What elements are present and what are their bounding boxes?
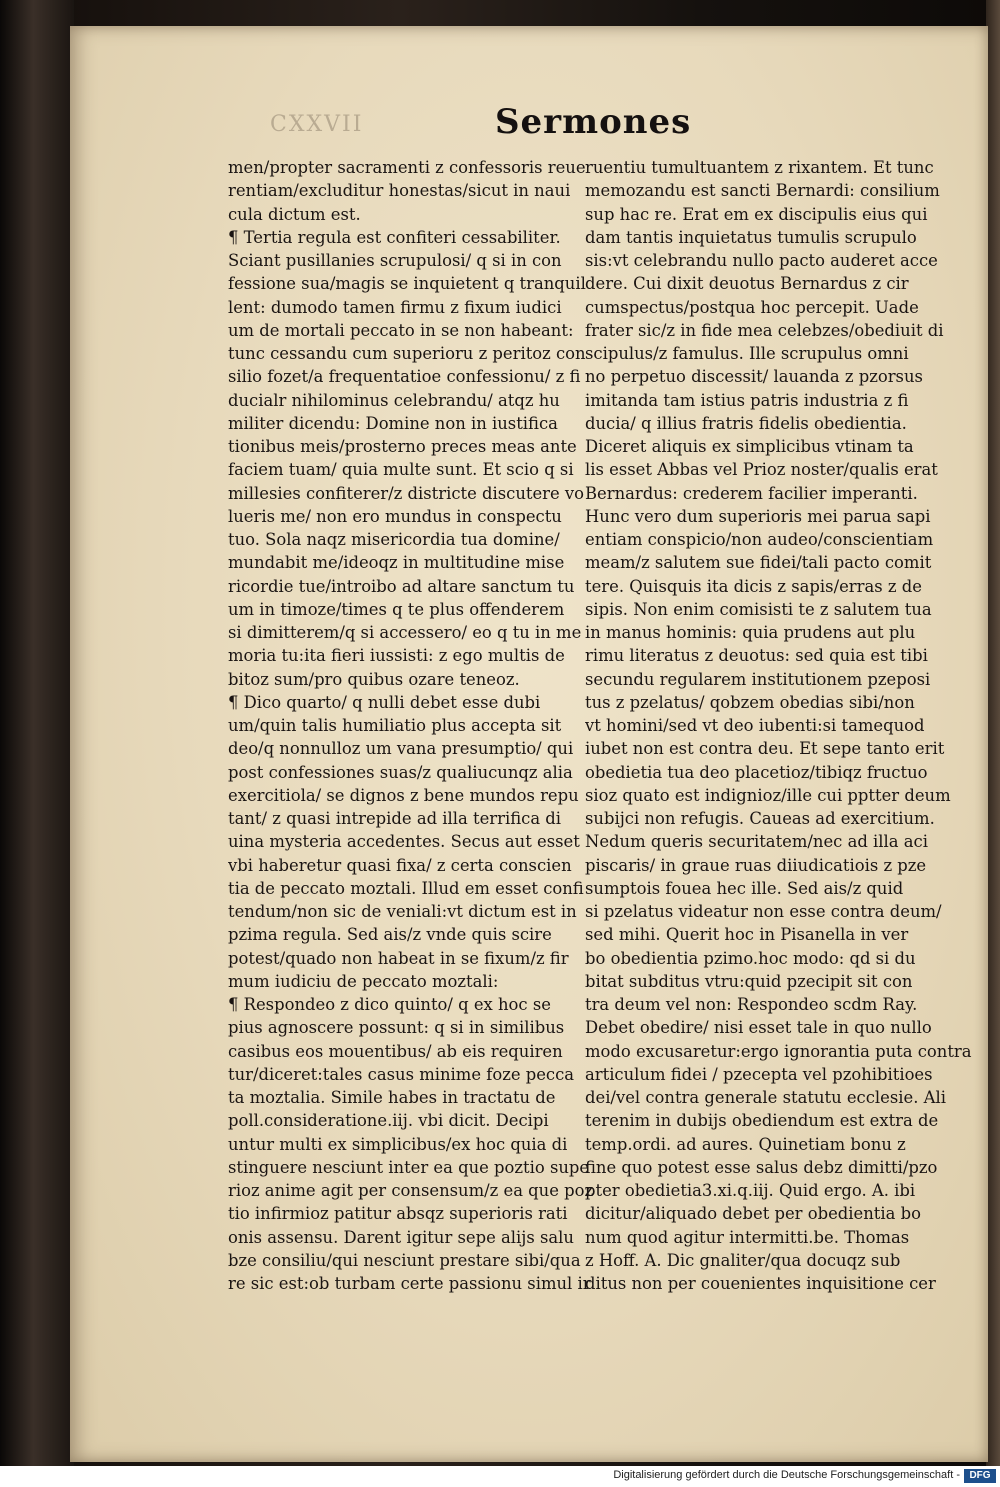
- text-line: deo/q nonnulloz um vana presumptio/ qui: [228, 739, 574, 759]
- text-line: sup hac re. Erat em ex discipulis eius qui: [585, 204, 928, 224]
- text-line: cumspectus/postqua hoc percepit. Uade: [585, 297, 919, 317]
- text-line: stinguere nesciunt inter ea que poztio supe: [228, 1157, 590, 1177]
- text-line: tra deum vel non: Respondeo scdm Ray.: [585, 995, 918, 1014]
- text-line: faciem tuam/ quia multe sunt. Et scio q si: [228, 460, 574, 480]
- text-line: imitanda tam istius patris industria z fi: [585, 390, 909, 410]
- text-line: pius agnoscere possunt: q si in similibus: [228, 1018, 565, 1038]
- text-line: Hunc vero dum superioris mei parua sapi: [585, 506, 931, 526]
- text-line: ruentiu tumultuantem z rixantem. Et tunc: [585, 158, 934, 177]
- text-line: millesies confiterer/z districte discutere vo: [228, 483, 585, 503]
- text-line: ¶ Tertia regula est confiteri cessabiliter.: [228, 227, 561, 247]
- text-line: militer dicendu: Domine non in iustifica: [228, 413, 558, 433]
- text-line: lueris me/ non ero mundus in conspectu: [228, 506, 562, 526]
- text-line: onis assensu. Darent igitur sepe alijs salu: [228, 1227, 574, 1247]
- text-line: ricordie tue/introibo ad altare sanctum tu: [228, 576, 575, 596]
- text-line: Bernardus: crederem facilier imperanti.: [585, 483, 918, 503]
- text-line: dei/vel contra generale statutu ecclesie. Ali: [585, 1088, 946, 1107]
- text-line: men/propter sacramenti z confessoris reue: [228, 158, 586, 177]
- text-line: memozandu est sancti Bernardi: consilium: [585, 181, 940, 201]
- text-line: ta moztalia. Simile habes in tractatu de: [228, 1088, 556, 1107]
- text-line: fine quo potest esse salus debz dimitti/pzo: [585, 1157, 938, 1177]
- text-line: si pzelatus videatur non esse contra deum/: [585, 902, 942, 921]
- text-line: tunc cessandu cum superioru z peritoz con: [228, 344, 586, 363]
- dfg-logo-icon: DFG: [964, 1469, 996, 1483]
- book-spine-edge: [0, 0, 74, 1466]
- text-line: articulum fidei / pzecepta vel pzohibitioes: [585, 1064, 933, 1084]
- text-line: no perpetuo discessit/ lauanda z pzorsus: [585, 367, 923, 387]
- text-line: moria tu:ita fieri iussisti: z ego multis de: [228, 646, 565, 666]
- text-line: piscaris/ in graue ruas diiudicatiois z pze: [585, 855, 927, 875]
- text-line: bitoz sum/pro quibus ozare teneoz.: [228, 669, 520, 689]
- text-line: tus z pzelatus/ qobzem obedias sibi/non: [585, 692, 915, 712]
- text-line: obedietia tua deo placetioz/tibiqz fructuo: [585, 762, 928, 782]
- text-line: dicitur/aliquado debet per obedientia bo: [585, 1204, 921, 1224]
- text-line: tionibus meis/prosterno preces meas ante: [228, 437, 577, 456]
- text-line: iubet non est contra deu. Et sepe tanto erit: [585, 739, 945, 759]
- text-line: num quod agitur intermitti.be. Thomas: [585, 1227, 910, 1247]
- text-line: frater sic/z in fide mea celebzes/obediuit di: [585, 320, 944, 340]
- text-line: um in timoze/times q te plus offenderem: [228, 599, 565, 619]
- text-line: tant/ z quasi intrepide ad illa terrifica di: [228, 809, 562, 828]
- text-line: temp.ordi. ad aures. Quinetiam bonu z: [585, 1134, 906, 1154]
- text-line: sed mihi. Querit hoc in Pisanella in ver: [585, 925, 909, 945]
- text-line: bo obedientia pzimo.hoc modo: qd si du: [585, 948, 916, 968]
- text-line: fessione sua/magis se inquietent q tranquil: [228, 274, 586, 294]
- text-line: sioz quato est indignioz/ille cui pptter deum: [585, 785, 951, 805]
- text-line: tendum/non sic de veniali:vt dictum est in: [228, 902, 577, 921]
- text-line: subijci non refugis. Caueas ad exercitium.: [585, 809, 935, 828]
- text-line: vt homini/sed vt deo iubenti:si tamequod: [585, 716, 925, 735]
- text-line: Debet obedire/ nisi esset tale in quo nullo: [585, 1018, 932, 1038]
- text-line: ¶ Dico quarto/ q nulli debet esse dubi: [228, 692, 541, 712]
- text-line: Nedum queris securitatem/nec ad illa aci: [585, 832, 928, 852]
- text-line: post confessiones suas/z qualiucunqz alia: [228, 762, 573, 782]
- text-line: meam/z salutem sue fidei/tali pacto comit: [585, 553, 932, 573]
- funding-note: Digitalisierung gefördert durch die Deutsche Forschungsgemeinschaft -: [613, 1469, 960, 1481]
- text-line: terenim in dubijs obediendum est extra de: [585, 1111, 939, 1131]
- text-line: dam tantis inquietatus tumulis scrupulo: [585, 227, 917, 247]
- left-text-column: [228, 156, 632, 1295]
- text-line: ducia/ q illius fratris fidelis obedientia.: [585, 413, 907, 433]
- running-head: Sermones: [495, 102, 692, 142]
- text-line: tur/diceret:tales casus minime foze pecca: [228, 1064, 575, 1084]
- text-line: in manus hominis: quia prudens aut plu: [585, 623, 916, 642]
- text-line: uina mysteria accedentes. Secus aut esset: [228, 832, 580, 852]
- text-line: tia de peccato moztali. Illud em esset confi: [228, 878, 584, 898]
- right-text-column: [585, 156, 985, 1295]
- text-line: sis:vt celebrandu nullo pacto auderet acce: [585, 251, 938, 270]
- text-line: potest/quado non habeat in se fixum/z fir: [228, 948, 569, 968]
- text-line: tuo. Sola naqz misericordia tua domine/: [228, 530, 560, 549]
- text-line: silio fozet/a frequentatioe confessionu/ z fi: [228, 367, 581, 387]
- text-line: entiam conspicio/non audeo/conscientiam: [585, 530, 934, 549]
- text-line: pzima regula. Sed ais/z vnde quis scire: [228, 925, 552, 945]
- footer-bar: [0, 1466, 1000, 1487]
- text-line: ducialr nihilominus celebrandu/ atqz hu: [228, 390, 560, 410]
- text-line: rioz anime agit per consensum/z ea que poz: [228, 1181, 594, 1200]
- text-line: re sic est:ob turbam certe passionu simul ir: [228, 1274, 591, 1293]
- text-line: secundu regularem institutionem pzeposi: [585, 669, 931, 689]
- text-line: pter obedietia3.xi.q.iij. Quid ergo. A. ibi: [585, 1181, 916, 1200]
- text-line: vbi haberetur quasi fixa/ z certa conscien: [228, 855, 572, 875]
- text-line: rimu literatus z deuotus: sed quia est tibi: [585, 646, 928, 666]
- text-line: dere. Cui dixit deuotus Bernardus z cir: [585, 274, 909, 294]
- text-line: rentiam/excluditur honestas/sicut in naui: [228, 181, 571, 201]
- text-line: casibus eos mouentibus/ ab eis requiren: [228, 1041, 563, 1061]
- text-line: si dimitterem/q si accessero/ eo q tu in me: [228, 623, 582, 642]
- text-line: lis esset Abbas vel Prioz noster/qualis erat: [585, 460, 938, 480]
- text-line: poll.consideratione.iij. vbi dicit. Decipi: [228, 1111, 549, 1131]
- text-line: um de mortali peccato in se non habeant:: [228, 320, 574, 340]
- text-line: lent: dumodo tamen firmu z fixum iudici: [228, 297, 562, 317]
- text-line: tere. Quisquis ita dicis z sapis/erras z de: [585, 576, 922, 596]
- text-line: scipulus/z famulus. Ille scrupulus omni: [585, 344, 909, 363]
- text-line: bitat subditus vtru:quid pzecipit sit con: [585, 971, 913, 991]
- text-line: sumptois fouea hec ille. Sed ais/z quid: [585, 878, 904, 898]
- text-line: untur multi ex simplicibus/ex hoc quia di: [228, 1134, 568, 1154]
- text-line: ditus non per couenientes inquisitione cer: [585, 1274, 936, 1293]
- text-line: Diceret aliquis ex simplicibus vtinam ta: [585, 437, 914, 456]
- text-line: exercitiola/ se dignos z bene mundos repu: [228, 785, 579, 805]
- text-line: mundabit me/ideoqz in multitudine mise: [228, 553, 565, 573]
- text-line: modo excusaretur:ergo ignorantia puta contra: [585, 1041, 972, 1061]
- text-line: ¶ Respondeo z dico quinto/ q ex hoc se: [228, 995, 551, 1014]
- text-line: sipis. Non enim comisisti te z salutem tua: [585, 599, 932, 619]
- text-line: cula dictum est.: [228, 204, 361, 224]
- text-line: tio infirmioz patitur absqz superioris rati: [228, 1204, 568, 1224]
- text-line: bze consiliu/qui nesciunt prestare sibi/qua: [228, 1250, 581, 1270]
- text-line: mum iudiciu de peccato moztali:: [228, 971, 499, 991]
- show-through-text: CXXVII: [270, 112, 364, 137]
- text-line: z Hoff. A. Dic gnaliter/qua docuqz sub: [585, 1250, 901, 1270]
- text-line: Sciant pusillanies scrupulosi/ q si in con: [228, 251, 562, 270]
- page-right-edge: [986, 0, 1000, 1466]
- text-line: um/quin talis humiliatio plus accepta sit: [228, 716, 562, 735]
